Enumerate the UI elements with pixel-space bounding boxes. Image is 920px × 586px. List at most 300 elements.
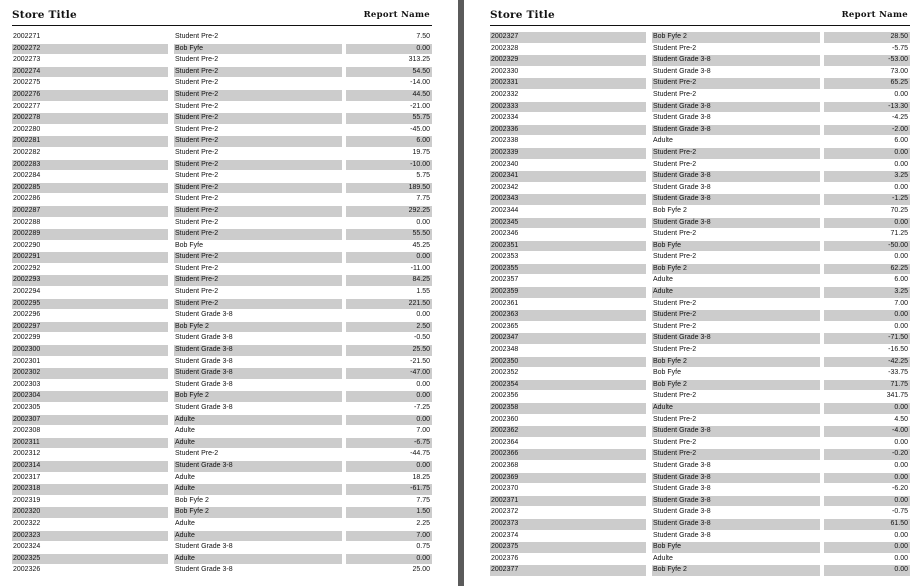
table-row [12,78,432,90]
table-row [490,32,910,44]
table-row [12,264,432,276]
amount: 221.50 [346,299,432,310]
table-row [12,32,432,44]
amount: 0.00 [894,90,908,98]
amount: 2.50 [346,322,432,333]
table-row [12,473,432,485]
table-row [490,171,910,183]
amount: 0.00 [824,542,910,553]
amount: 0.00 [824,496,910,507]
record-id: 2002351 [490,241,646,252]
record-id: 2002334 [491,114,519,122]
customer-type: Adulte [175,427,195,435]
customer-type: Adulte [652,287,820,298]
amount: 292.25 [346,206,432,217]
customer-type: Adulte [174,415,342,426]
table-row [12,241,432,253]
amount: 71.75 [824,380,910,391]
customer-type: Student Grade 3-8 [652,171,820,182]
table-row [490,438,910,450]
record-id: 2002375 [490,542,646,553]
table-row [490,449,910,461]
table-row [490,44,910,56]
record-id: 2002284 [13,172,41,180]
customer-type: Student Pre-2 [653,160,697,168]
table-row [490,136,910,148]
customer-type: Student Grade 3-8 [652,125,820,136]
record-id: 2002317 [13,473,41,481]
table-row [12,171,432,183]
record-id: 2002294 [13,288,41,296]
customer-type: Student Grade 3-8 [175,566,233,574]
record-id: 2002328 [491,44,519,52]
amount: 0.00 [824,148,910,159]
record-id: 2002319 [13,496,41,504]
amount: 0.00 [894,253,908,261]
customer-type: Student Grade 3-8 [175,357,233,365]
customer-type: Student Pre-2 [653,438,697,446]
amount: -6.75 [346,438,432,449]
table-row [490,299,910,311]
customer-type: Adulte [653,554,673,562]
customer-type: Student Pre-2 [652,78,820,89]
amount: 0.00 [894,461,908,469]
customer-type: Student Grade 3-8 [653,461,711,469]
record-id: 2002275 [13,79,41,87]
amount: -47.00 [346,368,432,379]
amount: 28.50 [824,32,910,43]
table-row [12,90,432,102]
table-row [12,345,432,357]
customer-type: Student Grade 3-8 [175,543,233,551]
table-row [12,125,432,137]
table-row [490,148,910,160]
amount: -0.20 [824,449,910,460]
table-row [12,148,432,160]
table-row [490,496,910,508]
amount: -50.00 [824,241,910,252]
table-row [12,438,432,450]
table-row [490,67,910,79]
amount: -7.25 [414,404,430,411]
table-row [490,113,910,125]
record-id: 2002352 [491,369,519,377]
table-row [12,507,432,519]
record-id: 2002285 [12,183,168,194]
table-row [12,160,432,172]
record-id: 2002343 [490,194,646,205]
amount: 62.25 [824,264,910,275]
record-id: 2002289 [12,229,168,240]
record-id: 2002368 [491,461,519,469]
table-row [12,113,432,125]
record-id: 2002354 [490,380,646,391]
amount: 189.50 [346,183,432,194]
customer-type: Student Grade 3-8 [653,531,711,539]
record-id: 2002332 [491,90,519,98]
store-title: Store Title [12,9,77,21]
record-id: 2002278 [12,113,168,124]
record-id: 2002271 [13,33,41,40]
record-id: 2002356 [491,392,519,400]
report-header [490,9,910,26]
table-row [490,403,910,415]
record-id: 2002342 [491,183,519,191]
amount: 0.00 [894,554,908,562]
table-row [490,542,910,554]
table-row [12,484,432,496]
amount: 0.00 [346,415,432,426]
amount: 0.00 [824,473,910,484]
table-row [490,125,910,137]
table-row [490,206,910,218]
customer-type: Student Pre-2 [175,148,219,156]
amount: 65.25 [824,78,910,89]
table-row [12,44,432,56]
amount: -11.00 [410,264,430,272]
record-id: 2002340 [491,160,519,168]
amount: -16.50 [888,346,908,354]
record-id: 2002282 [13,148,41,156]
record-id: 2002296 [13,311,41,319]
customer-type: Student Grade 3-8 [652,426,820,437]
customer-type: Adulte [174,531,342,542]
report-name: Report Name [363,10,430,20]
table-row [12,496,432,508]
amount: -0.50 [414,334,430,342]
amount: 0.00 [894,322,908,330]
record-id: 2002338 [491,137,519,145]
table-row [12,531,432,543]
amount: 70.25 [890,206,908,214]
table-row [12,55,432,67]
record-id: 2002307 [12,415,168,426]
customer-type: Student Grade 3-8 [652,333,820,344]
record-id: 2002362 [490,426,646,437]
amount: 3.25 [824,287,910,298]
amount: 0.00 [824,310,910,321]
report-table [12,32,432,577]
amount: -13.30 [824,102,910,113]
amount: 61.50 [824,519,910,530]
amount: -21.00 [410,102,430,110]
record-id: 2002377 [490,565,646,576]
record-id: 2002272 [12,44,168,55]
amount: -14.00 [410,79,430,87]
customer-type: Adulte [174,484,342,495]
table-row [490,368,910,380]
table-row [12,426,432,438]
customer-type: Student Grade 3-8 [653,508,711,516]
customer-type: Adulte [174,438,342,449]
customer-type: Student Pre-2 [653,346,697,354]
amount: -4.00 [824,426,910,437]
amount: 7.75 [416,496,430,504]
customer-type: Student Grade 3-8 [652,496,820,507]
customer-type: Student Pre-2 [653,253,697,261]
record-id: 2002339 [490,148,646,159]
customer-type: Student Pre-2 [174,299,342,310]
record-id: 2002371 [490,496,646,507]
customer-type: Student Pre-2 [175,56,219,64]
table-row [490,461,910,473]
record-id: 2002363 [490,310,646,321]
table-row [12,136,432,148]
table-row [490,380,910,392]
record-id: 2002314 [12,461,168,472]
record-id: 2002347 [490,333,646,344]
record-id: 2002369 [490,473,646,484]
customer-type: Bob Fyfe [652,542,820,553]
amount: 4.50 [894,415,908,423]
table-row [490,287,910,299]
customer-type: Bob Fyfe 2 [652,380,820,391]
table-row [490,426,910,438]
record-id: 2002360 [491,415,519,423]
record-id: 2002287 [12,206,168,217]
table-row [490,194,910,206]
table-row [12,403,432,415]
amount: 7.00 [346,531,432,542]
record-id: 2002330 [491,67,519,75]
record-id: 2002372 [491,508,519,516]
amount: 0.00 [346,461,432,472]
amount: 0.00 [346,252,432,263]
record-id: 2002374 [491,531,519,539]
amount: 44.50 [346,90,432,101]
record-id: 2002322 [13,519,41,527]
report-header [12,9,432,26]
table-row [12,183,432,195]
store-title: Store Title [490,9,555,21]
table-row [12,357,432,369]
customer-type: Student Pre-2 [653,90,697,98]
customer-type: Student Grade 3-8 [653,114,711,122]
record-id: 2002344 [491,206,519,214]
amount: 54.50 [346,67,432,78]
customer-type: Student Pre-2 [652,310,820,321]
table-row [490,345,910,357]
amount: -4.25 [892,114,908,122]
record-id: 2002348 [491,346,519,354]
customer-type: Student Pre-2 [174,160,342,171]
amount: 7.00 [416,427,430,435]
customer-type: Student Grade 3-8 [653,183,711,191]
amount: 6.00 [894,276,908,284]
table-row [12,102,432,114]
record-id: 2002312 [13,450,41,458]
record-id: 2002320 [12,507,168,518]
customer-type: Bob Fyfe 2 [652,264,820,275]
table-row [490,183,910,195]
customer-type: Bob Fyfe 2 [174,391,342,402]
amount: 55.50 [346,229,432,240]
table-row [490,218,910,230]
amount: 2.25 [416,519,430,527]
amount: -0.75 [892,508,908,516]
amount: 0.00 [346,391,432,402]
table-row [12,519,432,531]
amount: -21.50 [410,357,430,365]
amount: -2.00 [824,125,910,136]
customer-type: Bob Fyfe 2 [653,206,687,214]
amount: -10.00 [346,160,432,171]
amount: 25.00 [412,566,430,574]
amount: 341.75 [886,392,908,400]
customer-type: Student Grade 3-8 [175,404,233,411]
table-row [12,322,432,334]
customer-type: Bob Fyfe [175,241,204,249]
amount: 0.00 [416,311,430,319]
table-row [490,229,910,241]
customer-type: Student Pre-2 [175,102,219,110]
amount: 84.25 [346,275,432,286]
customer-type: Student Pre-2 [174,183,342,194]
amount: 0.00 [824,218,910,229]
amount: 45.25 [412,241,430,249]
table-row [12,333,432,345]
customer-type: Bob Fyfe [174,44,342,55]
table-row [490,241,910,253]
record-id: 2002304 [12,391,168,402]
customer-type: Bob Fyfe 2 [652,565,820,576]
report-page-left [0,0,458,586]
table-row [12,368,432,380]
customer-type: Student Pre-2 [175,218,219,226]
table-row [12,275,432,287]
record-id: 2002350 [490,357,646,368]
amount: -6.20 [892,485,908,493]
customer-type: Student Pre-2 [653,415,697,423]
amount: 0.00 [894,160,908,168]
record-id: 2002311 [12,438,168,449]
table-row [490,55,910,67]
table-row [490,473,910,485]
record-id: 2002291 [12,252,168,263]
amount: 3.25 [824,171,910,182]
record-id: 2002290 [13,241,41,249]
table-row [12,461,432,473]
record-id: 2002295 [12,299,168,310]
record-id: 2002355 [490,264,646,275]
customer-type: Adulte [175,473,195,481]
report-page-right [464,0,920,586]
record-id: 2002273 [13,56,41,64]
record-id: 2002359 [490,287,646,298]
record-id: 2002292 [13,264,41,272]
customer-type: Student Pre-2 [653,299,697,307]
record-id: 2002358 [490,403,646,414]
customer-type: Adulte [653,137,673,145]
customer-type: Bob Fyfe 2 [174,322,342,333]
record-id: 2002293 [12,275,168,286]
table-row [490,333,910,345]
amount: 6.00 [894,137,908,145]
record-id: 2002288 [13,218,41,226]
amount: -71.50 [824,333,910,344]
amount: -61.75 [346,484,432,495]
amount: 71.25 [890,230,908,238]
customer-type: Student Pre-2 [653,322,697,330]
record-id: 2002327 [490,32,646,43]
record-id: 2002353 [491,253,519,261]
customer-type: Student Grade 3-8 [174,345,342,356]
amount: 313.25 [408,56,430,64]
amount: 7.00 [894,299,908,307]
customer-type: Student Pre-2 [652,148,820,159]
customer-type: Student Pre-2 [653,392,697,400]
record-id: 2002274 [12,67,168,78]
record-id: 2002370 [491,485,519,493]
table-row [490,264,910,276]
report-name: Report Name [841,10,908,20]
table-row [490,519,910,531]
customer-type: Adulte [653,276,673,284]
table-row [490,507,910,519]
customer-type: Student Pre-2 [175,195,219,203]
customer-type: Student Grade 3-8 [174,368,342,379]
amount: 0.00 [346,554,432,565]
amount: 1.50 [346,507,432,518]
customer-type: Student Grade 3-8 [652,218,820,229]
table-row [12,554,432,566]
record-id: 2002297 [12,322,168,333]
customer-type: Student Grade 3-8 [175,311,233,319]
record-id: 2002299 [13,334,41,342]
customer-type: Student Pre-2 [175,79,219,87]
record-id: 2002346 [491,230,519,238]
table-row [12,299,432,311]
record-id: 2002326 [13,566,41,574]
record-id: 2002280 [13,125,41,133]
table-row [490,565,910,577]
table-row [490,102,910,114]
customer-type: Bob Fyfe 2 [175,496,209,504]
table-row [12,229,432,241]
customer-type: Student Pre-2 [653,44,697,52]
amount: 7.50 [416,33,430,40]
customer-type: Student Grade 3-8 [174,461,342,472]
record-id: 2002301 [13,357,41,365]
table-row [490,78,910,90]
record-id: 2002365 [491,322,519,330]
table-row [12,287,432,299]
table-row [490,531,910,543]
customer-type: Student Grade 3-8 [652,519,820,530]
record-id: 2002318 [12,484,168,495]
amount: 0.00 [824,565,910,576]
customer-type: Student Grade 3-8 [652,473,820,484]
amount: 55.75 [346,113,432,124]
record-id: 2002283 [12,160,168,171]
record-id: 2002300 [12,345,168,356]
record-id: 2002277 [13,102,41,110]
amount: 0.00 [346,44,432,55]
customer-type: Student Pre-2 [174,229,342,240]
table-row [12,415,432,427]
customer-type: Student Pre-2 [653,230,697,238]
table-row [490,391,910,403]
record-id: 2002286 [13,195,41,203]
table-row [490,357,910,369]
customer-type: Student Grade 3-8 [652,55,820,66]
table-row [12,565,432,577]
record-id: 2002376 [491,554,519,562]
record-id: 2002345 [490,218,646,229]
table-row [12,67,432,79]
table-row [12,380,432,392]
amount: 1.55 [416,288,430,296]
